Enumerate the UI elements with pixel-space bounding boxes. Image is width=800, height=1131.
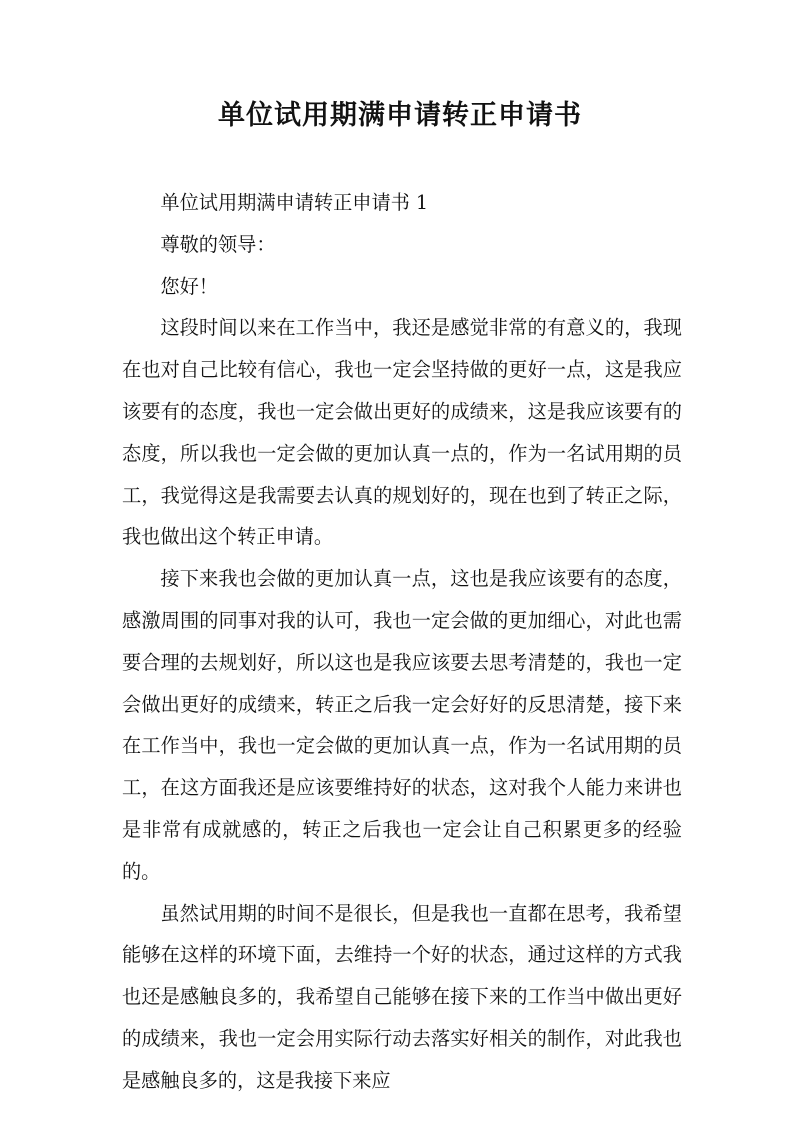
paragraph: 接下来我也会做的更加认真一点，这也是我应该要有的态度，感激周围的同事对我的认可，我也一定会做的更加细心，对此也需要合理的去规划好，所以这也是我应该要去思考清楚的，我也一定会做出更好的成绩来，转正之后我一定会好好的反思清楚，接下来在工作当中，我也一定会做的更加认真一点，作为一名试用期的员工，在这方面我还是应该要维持好的状态，这对我个人能力来讲也是非常有成就感的，转正之后我也一定会让自己积累更多的经验的。 [122, 567, 682, 883]
document-body [122, 182, 682, 1102]
paragraph: 这段时间以来在工作当中，我还是感觉非常的有意义的，我现在也对自己比较有信心，我也一定会坚持做的更好一点，这是我应该要有的态度，我也一定会做出更好的成绩来，这是我应该要有的态度，所以我也一定会做的更加认真一点的，作为一名试用期的员工，我觉得这是我需要去认真的规划好的，现在也到了转正之际，我也做出这个转正申请。 [122, 316, 682, 549]
document-title: 单位试用期满申请转正申请书 [218, 100, 582, 131]
paragraph: 虽然试用期的时间不是很长，但是我也一直都在思考，我希望能够在这样的环境下面，去维持一个好的状态，通过这样的方式我也还是感触良多的，我希望自己能够在接下来的工作当中做出更好的成绩来，我也一定会用实际行动去落实好相关的制作，对此我也是感触良多的，这是我接下来应 [122, 901, 682, 1092]
greeting: 您好！ [160, 274, 218, 298]
salutation: 尊敬的领导： [160, 232, 276, 256]
document-subtitle: 单位试用期满申请转正申请书 1 [160, 191, 429, 214]
